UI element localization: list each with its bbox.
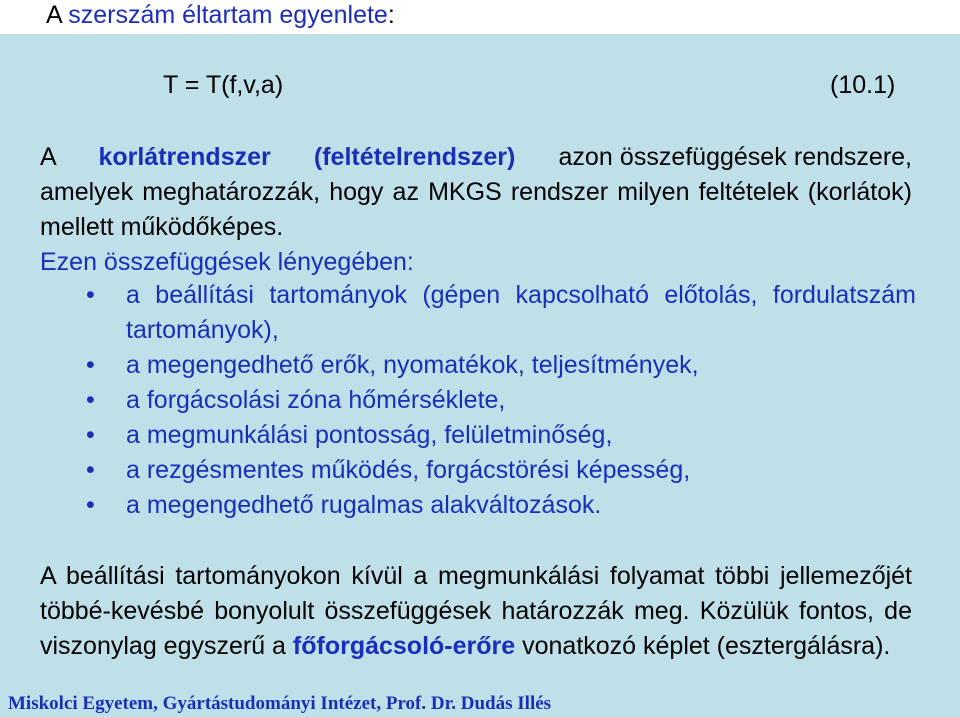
title-prefix: A bbox=[46, 1, 69, 29]
list-item: • a megmunkálási pontosság, felületminőség, bbox=[86, 418, 916, 453]
closing-paragraph bbox=[40, 559, 912, 664]
intro-term-korlatrendszer: korlátrendszer bbox=[98, 143, 271, 171]
footer-credit: Miskolci Egyetem, Gyártástudományi Intézet, Prof. Dr. Dudás Illés bbox=[8, 693, 552, 714]
list-item: • a megengedhető rugalmas alakváltozások. bbox=[86, 488, 916, 523]
intro-a: A bbox=[40, 143, 56, 171]
list-item: • a forgácsolási zóna hőmérséklete, bbox=[86, 383, 916, 418]
closing-end: vonatkozó képlet (esztergálásra). bbox=[515, 632, 891, 660]
list-item: • a beállítási tartományok (gépen kapcsolható előtolás, fordulatszám tartományok), bbox=[86, 278, 916, 348]
closing-text: A beállítási tartományokon kívül a megmunkálási folyamat többi jellemezőjét többé-kevésbé bonyolult összefüggések határozzák meg. Közülük fontos, de viszonylag egyszerű a bbox=[40, 562, 912, 660]
equation-formula: T = T(f,v,a) bbox=[163, 71, 284, 99]
lead-text: Ezen összefüggések lényegében: bbox=[40, 248, 414, 276]
list-item: • a rezgésmentes működés, forgácstörési képesség, bbox=[86, 453, 916, 488]
intro-rest: azon összefüggések rendszere, amelyek meghatározzák, hogy az MKGS rendszer milyen feltételek (korlátok) mellett működőképes. bbox=[40, 143, 912, 241]
bullet-list bbox=[86, 278, 916, 523]
title-highlight: szerszám éltartam egyenlete bbox=[68, 1, 388, 29]
intro-paragraph bbox=[40, 140, 912, 245]
slide-title bbox=[46, 0, 395, 30]
title-suffix: : bbox=[387, 1, 395, 29]
list-item: • a megengedhető erők, nyomatékok, teljesítmények, bbox=[86, 348, 916, 383]
equation-number: (10.1) bbox=[830, 71, 896, 99]
intro-term-feltetelrendszer: (feltételrendszer) bbox=[313, 143, 516, 171]
closing-highlight: főforgácsoló-erőre bbox=[292, 632, 516, 660]
